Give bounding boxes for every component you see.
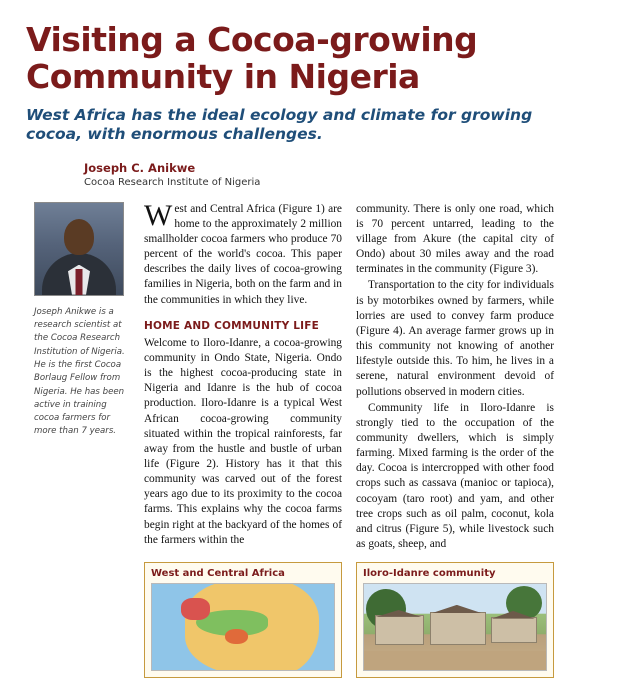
portrait-head-shape xyxy=(64,219,94,255)
article-columns xyxy=(26,198,613,553)
byline xyxy=(84,161,613,188)
region-highlight-west xyxy=(181,598,210,620)
house-shape-3 xyxy=(491,617,537,643)
figure-row xyxy=(144,562,613,678)
intro-paragraph xyxy=(144,198,342,308)
author-affiliation: Cocoa Research Institute of Nigeria xyxy=(84,176,261,188)
drop-cap: W xyxy=(144,198,173,232)
sidebar-column xyxy=(26,202,130,553)
paragraph-5: Community life in Iloro-Idanre is strongly tied to the occupation of the community dwellers, which is simply farming. Mixed farming is the order of the day. Cocoa is intercropped with other food crops such as cassava (manioc or tapioca), cocoyam (taro root) and yam, and other tree crops such as oil palm, coconut, kola and citrus (Figure 5), while livestock such as goats, sheep, and xyxy=(356,401,554,551)
paragraph-3: community. There is only one road, which is 70 percent untarred, leading to the village from Akure (the capital city of Ondo) about 30 miles away and the road terminates in the community (Figure 3). xyxy=(356,202,554,276)
figure-map xyxy=(144,562,342,678)
page-title: Visiting a Cocoa-growing Community in Nigeria xyxy=(26,20,478,96)
author-portrait xyxy=(34,202,124,296)
text-column-right xyxy=(356,202,554,553)
roof-shape-2 xyxy=(426,605,488,614)
section-heading: HOME AND COMMUNITY LIFE xyxy=(144,319,319,332)
figure-community-caption: Iloro-Idanre community xyxy=(363,568,496,580)
ground-shape xyxy=(364,651,546,670)
intro-paragraph-text: est and Central Africa (Figure 1) are home to the approximately 2 million smallholder cocoa farmers who produce 70 percent of the world's cocoa. This paper describes the daily lives of cocoa-growing families in Nigeria, both on the farm and in the communities in which they live. xyxy=(144,202,342,306)
figure-map-image xyxy=(151,583,335,671)
paragraph-4: Transportation to the city for individuals is by motorbikes owned by farmers, while lorries are used to convey farm produce (Figure 4). An average farmer grows up in this community not knowing of another lifestyle outside this. To him, he lives in a serene, natural environment devoid of pollutions observed in modern cities. xyxy=(356,279,554,398)
paragraph-2: Welcome to Iloro-Idanre, a cocoa-growing community in Ondo State, Nigeria. Ondo is the highest cocoa-producing state in Nigeria and Idanre is the hub of cocoa production. Iloro-Idanre is a typical West African cocoa-growing community situated within the tropical rainforests, far away from the hustle and bustle of urban life (Figure 2). History has it that this community was carved out of the forest years ago due to its proximity to the cocoa farms. This explains why the cocoa farms begin right at the backyard of the homes of the farmers within the xyxy=(144,336,342,546)
author-bio: Joseph Anikwe is a research scientist at the Cocoa Research Institution of Nigeria. He is the first Cocoa Borlaug Fellow from Nigeria. He has been active in training cocoa farmers for more than 7 years. xyxy=(34,306,125,437)
figure-community-image xyxy=(363,583,547,671)
article-subtitle: West Africa has the ideal ecology and climate for growing cocoa, with enormous challenges. xyxy=(26,105,533,144)
author-name: Joseph C. Anikwe xyxy=(84,160,196,175)
figure-map-caption: West and Central Africa xyxy=(151,568,285,580)
text-column-left xyxy=(144,198,342,553)
figure-community xyxy=(356,562,554,678)
portrait-tie-shape xyxy=(76,269,83,295)
house-shape-1 xyxy=(375,615,424,645)
house-shape-2 xyxy=(430,612,487,645)
